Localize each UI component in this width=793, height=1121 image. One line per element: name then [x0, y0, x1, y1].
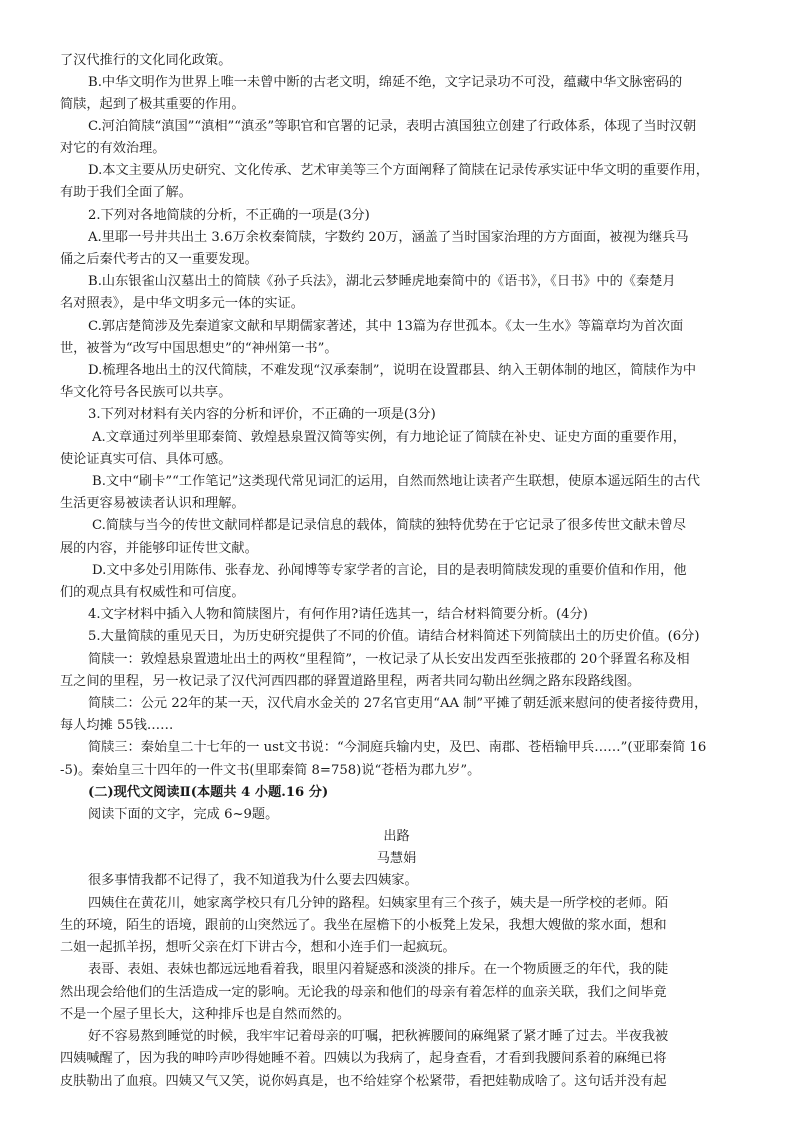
section-instruction: 阅读下面的文字，完成 6~9题。	[88, 807, 279, 822]
text-line: 了汉代推行的文化同化政策。	[60, 53, 232, 68]
question-5: 5.大量简牍的重见天日，为历史研究提供了不同的价值。请结合材料简述下列简牍出土的历史价值。(6分)	[88, 629, 700, 644]
text-line: 对它的有效治理。	[60, 141, 166, 156]
slip-3-line: 简牍三：秦始皇二十七年的一 ust文书说：“今洞庭兵输内史，及巴、南郡、苍梧输甲兵……”(亚耶秦简 16	[88, 740, 707, 755]
paragraph-line: 然出现会给他们的生活造成一定的影响。无论我的母亲和他们的母亲有着怎样的血亲关联，我们之间毕竟	[60, 985, 667, 1000]
option-b-line: B.山东银雀山汉墓出土的简牍《孙子兵法》，湖北云梦睡虎地秦简中的《语书》，《日书》中的《秦楚月	[88, 274, 676, 289]
text-line: 每人均摊 55钱……	[60, 718, 174, 733]
option-c-line: C.郭店楚简涉及先秦道家文献和早期儒家著述，其中 13篇为存世孤本。《太一生水》等篇章均为首次面	[88, 319, 684, 334]
slip-2-line: 简牍二：公元 22年的某一天，汉代肩水金关的 27名官吏用“AA 制”平摊了朝廷派来慰问的使者接待费用，	[88, 696, 708, 711]
text-line: 们的观点具有权威性和可信度。	[60, 585, 245, 600]
paragraph-line: 四姨喊醒了，因为我的呻吟声吵得她睡不着。四姨以为我病了，起身查看，才看到我腰间系着的麻绳已将	[60, 1051, 667, 1066]
paragraph-line: 不是一个屋子里长大，这种排斥也是自然而然的。	[60, 1007, 351, 1022]
option-d-line: D.梳理各地出土的汉代简牍，不难发现“汉承秦制”，说明在设置郡县、纳入王朝体制的地区，简牍作为中	[88, 363, 697, 378]
question-4: 4.文字材料中插入人物和简牍图片，有何作用?请任选其一，结合材料简要分析。(4分)	[88, 607, 588, 622]
option-a-line: A.文章通过列举里耶秦简、敦煌悬泉置汉简等实例，有力地论证了简牍在补史、证史方面的重要作用，	[92, 430, 686, 445]
paragraph-line: 生的环境，陌生的语境，跟前的山突然远了。我坐在屋檐下的小板凳上发呆，我想大嫂做的浆水面，想和	[60, 918, 667, 933]
text-line: 世，被誉为“改写中国思想史”的“神州第一书”。	[60, 341, 338, 356]
text-line: 有助于我们全面了解。	[60, 185, 192, 200]
paragraph-line: 好不容易熬到睡觉的时候，我牢牢记着母亲的叮嘱，把秋裤腰间的麻绳紧了紧才睡了过去。半夜我被	[88, 1029, 669, 1044]
text-line: 展的内容，并能够印证传世文献。	[60, 541, 258, 556]
text-line: 名对照表》，是中华文明多元一体的实证。	[60, 296, 304, 311]
paragraph-line: 四姨住在黄花川，她家离学校只有几分钟的路程。妇姨家里有三个孩子，姨夫是一所学校的老师。陌	[88, 896, 669, 911]
paragraph-line: 表哥、表姐、表妹也都远远地看着我，眼里闪着疑惑和淡淡的排斥。在一个物质匮乏的年代，我的陡	[88, 962, 669, 977]
question-2: 2.下列对各地简牍的分析，不正确的一项是(3分)	[88, 208, 370, 223]
section-heading: (二)现代文阅读Ⅱ(本题共 4 小题.16 分)	[88, 785, 329, 800]
paragraph-line: 皮肤勒出了血痕。四姨又气又笑，说你妈真是，也不给娃穿个松紧带，看把娃勒成啥了。这句话并没有起	[60, 1074, 667, 1089]
text-line: -5)。秦始皇三十四年的一件文书(里耶秦简 8=758)说“苍梧为郡九岁”。	[60, 763, 481, 778]
option-d-line: D.本文主要从历史研究、文化传承、艺术审美等三个方面阐释了简牍在记录传承实证中华文明的重要作用，	[88, 163, 709, 178]
text-line: 生活更容易被读者认识和理解。	[60, 496, 245, 511]
option-c-line: C.河泊简牍“滇国”“滇相”“滇丞”等职官和官署的记录，表明古滇国独立创建了行政体系，体现了当时汉朝	[88, 119, 697, 134]
essay-title: 出路	[383, 829, 410, 844]
question-3: 3.下列对材料有关内容的分析和评价，不正确的一项是(3分)	[88, 407, 436, 422]
paragraph-line: 二姐一起抓羊拐，想听父亲在灯下讲古今，想和小连手们一起疯玩。	[60, 940, 456, 955]
text-line: 使论证真实可信、具体可感。	[60, 452, 232, 467]
text-line: 简牍，起到了极其重要的作用。	[60, 97, 245, 112]
text-line: 互之间的里程，另一枚记录了汉代河西四郡的驿置道路里程，两者共同勾勒出丝绸之路东段路线图。	[60, 674, 641, 689]
paragraph-line: 很多事情我都不记得了，我不知道我为什么要去四姨家。	[88, 873, 418, 888]
text-line: 俑之后秦代考古的又一重要发现。	[60, 252, 258, 267]
option-d-line: D.文中多处引用陈伟、张春龙、孙闻博等专家学者的言论，目的是表明简牍发现的重要价值和作用，他	[92, 563, 687, 578]
slip-1-line: 简牍一：敦煌悬泉置遗址出土的两枚“里程简”，一枚记录了从长安出发西至张掖郡的 20个驿置名称及相	[88, 652, 690, 667]
option-a-line: A.里耶一号井共出土 3.6万余枚秦简牍，字数约 20万，涵盖了当时国家治理的方方面面，被视为继兵马	[88, 230, 689, 245]
option-c-line: C.简牍与当今的传世文献同样都是记录信息的载体，简牍的独特优势在于它记录了很多传世文献未曾尽	[92, 518, 687, 533]
text-line: 华文化符号各民族可以共享。	[60, 385, 232, 400]
option-b-line: B.文中“刷卡”“工作笔记”这类现代常见词汇的运用，自然而然地让读者产生联想，使原本遥远陌生的古代	[92, 474, 700, 489]
essay-author: 马慧娟	[376, 851, 417, 866]
option-b-line: B.中华文明作为世界上唯一未曾中断的古老文明，绵延不绝，文字记录功不可没，蕴藏中华文脉密码的	[88, 75, 683, 90]
